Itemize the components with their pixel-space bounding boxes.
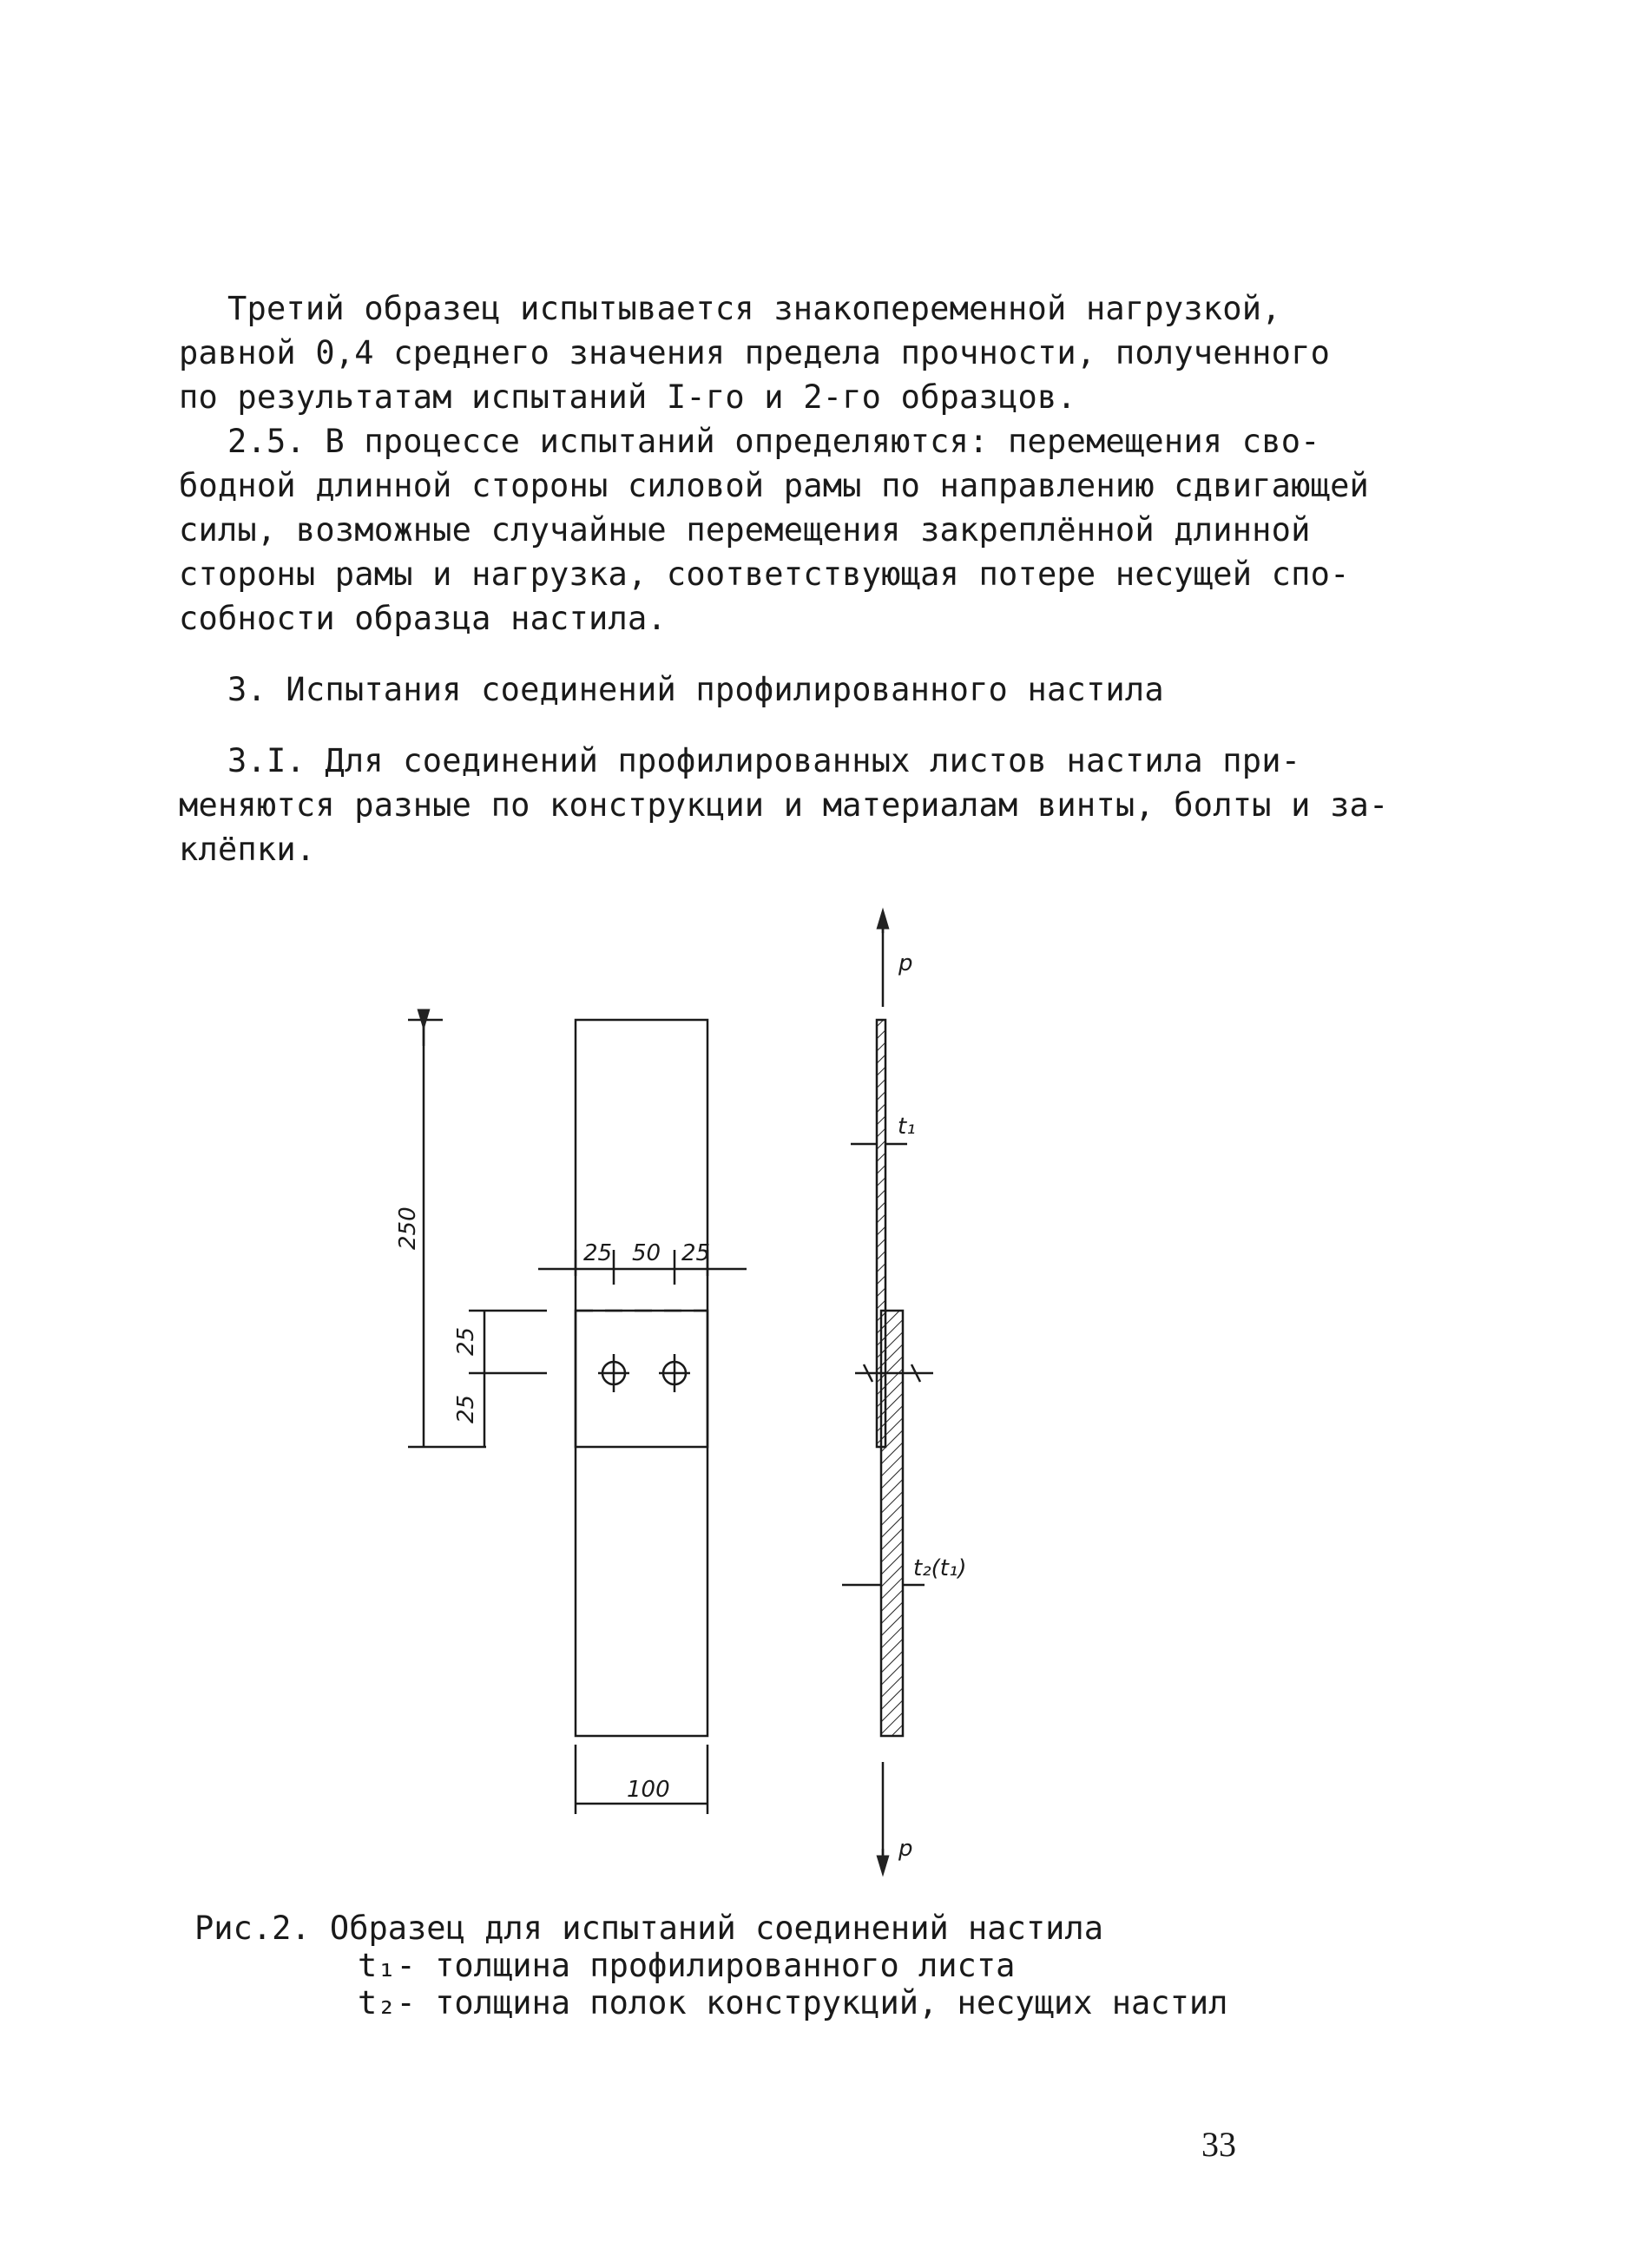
bolt-hole-left [598, 1354, 629, 1392]
body-line-8: собности образца настила. [179, 600, 667, 637]
dim-50: 50 [632, 1240, 661, 1266]
label-t2: t₂(t₁) [913, 1555, 967, 1581]
side-sheet-t2 [881, 1311, 903, 1736]
page-number: 33 [1201, 2125, 1236, 2164]
body-line-3: по результатам испытаний I-го и 2-го образцов. [179, 378, 1076, 416]
figure-caption-line2: t₂- толщина полок конструкций, несущих настил [358, 1984, 1228, 2021]
body-line-11: меняются разные по конструкции и материалам винты, болты и за- [179, 786, 1389, 824]
lower-plate [576, 1311, 707, 1736]
bolt-hole-right [659, 1354, 690, 1392]
load-label-bottom: p [898, 1836, 913, 1862]
dim-250: 250 [395, 1206, 421, 1250]
dim-100: 100 [627, 1777, 670, 1803]
body-line-2: равной 0,4 среднего значения предела прочности, полученного [179, 334, 1331, 371]
body-line-4: 2.5. В процессе испытаний определяются: перемещения сво- [227, 423, 1320, 460]
section-heading: 3. Испытания соединений профилированного настила [227, 671, 1164, 708]
body-line-7: стороны рамы и нагрузка, соответствующая потере несущей спо- [179, 555, 1350, 593]
dim-25-right: 25 [681, 1240, 711, 1266]
body-line-10: 3.I. Для соединений профилированных листов настила при- [227, 742, 1301, 779]
figure-caption-line1: t₁- толщина профилированного листа [358, 1947, 1016, 1984]
body-line-5: бодной длинной стороны силовой рамы по направлению сдвигающей [179, 467, 1370, 504]
body-line-6: силы, возможные случайные перемещения закреплённой длинной [179, 511, 1311, 549]
figure-caption-title: Рис.2. Образец для испытаний соединений настила [194, 1910, 1103, 1947]
body-line-1: Третий образец испытывается знакопеременной нагрузкой, [227, 290, 1281, 327]
dim-25-upper: 25 [453, 1326, 479, 1356]
label-t1: t₁ [898, 1114, 916, 1140]
body-line-12: клёпки. [179, 831, 316, 868]
load-label-top: p [898, 950, 913, 976]
upper-plate [576, 1020, 707, 1447]
dim-25-left: 25 [583, 1240, 613, 1266]
dim-25-lower: 25 [453, 1394, 479, 1423]
